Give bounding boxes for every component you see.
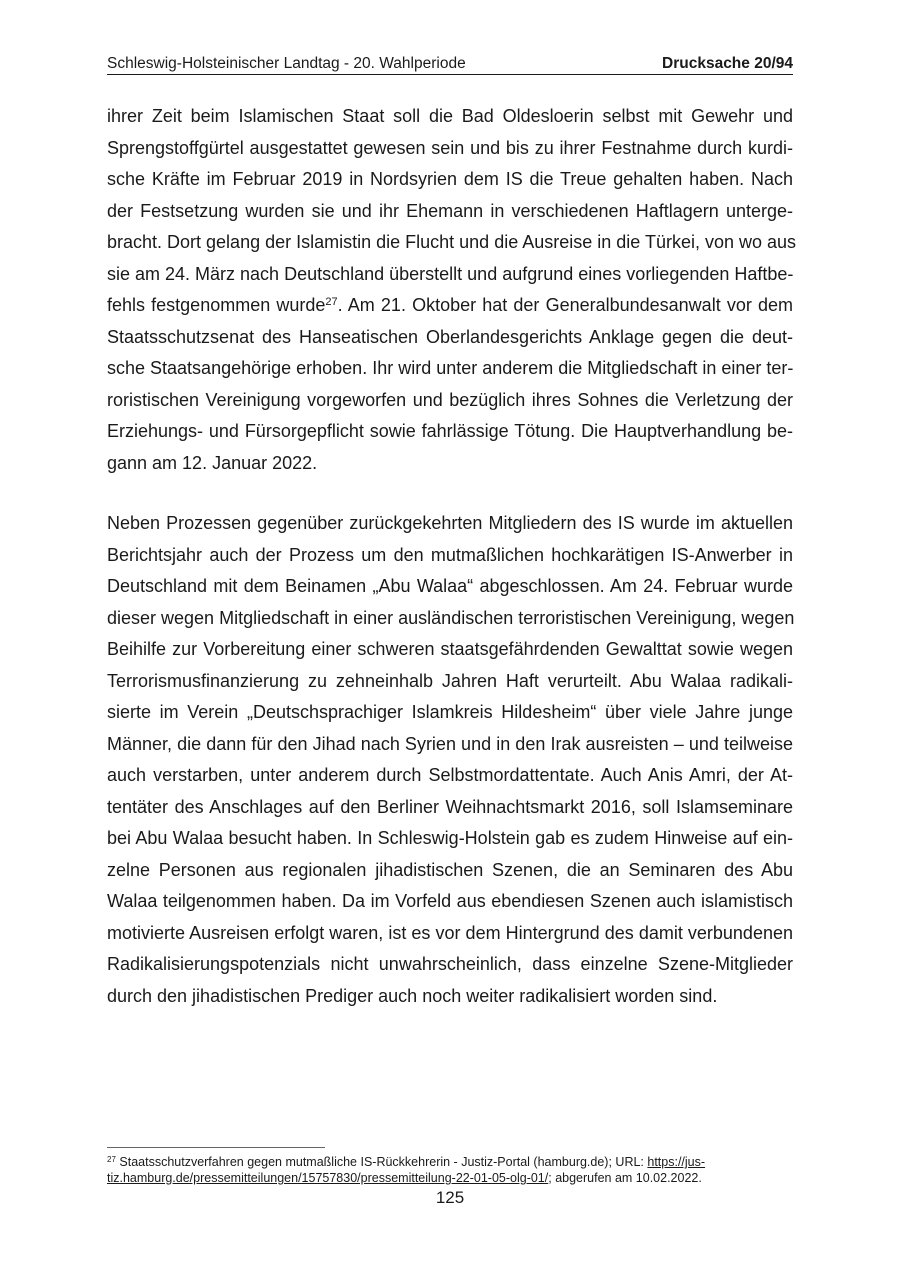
text-line: Erziehungs- und Fürsorgepflicht sowie fahrlässige Tötung. Die Hauptverhandlung be- <box>107 421 793 441</box>
page-number: 125 <box>435 1188 465 1207</box>
text-line: roristischen Vereinigung vorgeworfen und bezüglich ihres Sohnes die Verletzung der <box>107 389 793 410</box>
footnote <box>107 1154 793 1186</box>
text-segment: fehls festgenommen wurde <box>107 295 326 315</box>
text-line: tentäter des Anschlages auf den Berliner Weihnachtsmarkt 2016, soll Islamseminare <box>107 796 793 817</box>
header-title: Schleswig-Holsteinischer Landtag - 20. Wahlperiode <box>107 55 466 72</box>
footnote-suffix: ; abgerufen am 10.02.2022. <box>548 1171 702 1185</box>
text-line: Deutschland mit dem Beinamen „Abu Walaa“ abgeschlossen. Am 24. Februar wurde <box>107 576 793 596</box>
text-segment: . Am 21. Oktober hat der Generalbundesanwalt vor dem <box>337 295 793 315</box>
text-line: auch verstarben, unter anderem durch Selbstmordattentate. Auch Anis Amri, der At- <box>107 765 793 785</box>
text-line: der Festsetzung wurden sie und ihr Ehemann in verschiedenen Haftlagern unterge- <box>107 200 793 221</box>
text-line: Männer, die dann für den Jihad nach Syrien und in den Irak ausreisten – und teilweise <box>107 733 793 754</box>
text-line: sie am 24. März nach Deutschland überstellt und aufgrund eines vorliegenden Haftbe- <box>107 263 794 284</box>
text-line: sche Staatsangehörige erhoben. Ihr wird unter anderem die Mitgliedschaft in einer ter- <box>107 358 794 378</box>
footnote-line <box>107 1154 793 1170</box>
footnote-number: 27 <box>107 1155 116 1164</box>
text-line: sche Kräfte im Februar 2019 in Nordsyrien dem IS die Treue gehalten haben. Nach <box>107 169 793 189</box>
footnote-link[interactable]: https://jus- <box>647 1155 706 1169</box>
text-line: ihrer Zeit beim Islamischen Staat soll die Bad Oldesloerin selbst mit Gewehr und <box>107 106 793 126</box>
text-line: bei Abu Walaa besucht haben. In Schleswig-Holstein gab es zudem Hinweise auf ein- <box>107 828 793 848</box>
text-line: Terrorismusfinanzierung zu zehneinhalb Jahren Haft verurteilt. Abu Walaa radikali- <box>107 670 793 691</box>
paragraph-2 <box>107 508 793 1012</box>
page-header <box>107 54 793 75</box>
text-line: sierte im Verein „Deutschsprachiger Islamkreis Hildesheim“ über viele Jahre junge <box>107 702 793 722</box>
footnote-divider <box>107 1147 325 1148</box>
footnote-line <box>107 1170 793 1186</box>
text-line: Radikalisierungspotenzials nicht unwahrscheinlich, dass einzelne Szene-Mitglieder <box>107 954 793 974</box>
document-number: Drucksache 20/94 <box>662 55 793 72</box>
text-line: zelne Personen aus regionalen jihadistischen Szenen, die an Seminaren des Abu <box>107 859 793 880</box>
text-line: bracht. Dort gelang der Islamistin die Flucht und die Ausreise in die Türkei, von wo aus <box>107 232 797 252</box>
text-line: Neben Prozessen gegenüber zurückgekehrten Mitgliedern des IS wurde im aktuellen <box>107 513 793 533</box>
text-line: Staatsschutzsenat des Hanseatischen Oberlandesgerichts Anklage gegen die deut- <box>107 326 793 347</box>
text-line: Berichtsjahr auch der Prozess um den mutmaßlichen hochkarätigen IS-Anwerber in <box>107 544 793 565</box>
text-line: motivierte Ausreisen erfolgt waren, ist es vor dem Hintergrund des damit verbundenen <box>107 922 793 943</box>
text-line: dieser wegen Mitgliedschaft in einer ausländischen terroristischen Vereinigung, wegen <box>107 607 795 628</box>
text-line: durch den jihadistischen Prediger auch noch weiter radikalisiert worden sind. <box>107 985 718 1006</box>
text-line: gann am 12. Januar 2022. <box>107 452 318 473</box>
text-line <box>107 290 793 322</box>
footnote-reference[interactable]: 27 <box>325 296 338 308</box>
text-line: Beihilfe zur Vorbereitung einer schweren staatsgefährdenden Gewalttat sowie wegen <box>107 639 793 659</box>
text-line: Sprengstoffgürtel ausgestattet gewesen sein und bis zu ihrer Festnahme durch kurdi- <box>107 137 793 158</box>
footnote-link[interactable]: tiz.hamburg.de/pressemitteilungen/15757830/pressemitteilung-22-01-05-olg-01/ <box>107 1171 549 1185</box>
paragraph-1 <box>107 101 797 479</box>
text-line: Walaa teilgenommen haben. Da im Vorfeld aus ebendiesen Szenen auch islamistisch <box>107 891 793 911</box>
footnote-text: Staatsschutzverfahren gegen mutmaßliche IS-Rückkehrerin - Justiz-Portal (hamburg.de); URL: <box>115 1155 648 1169</box>
